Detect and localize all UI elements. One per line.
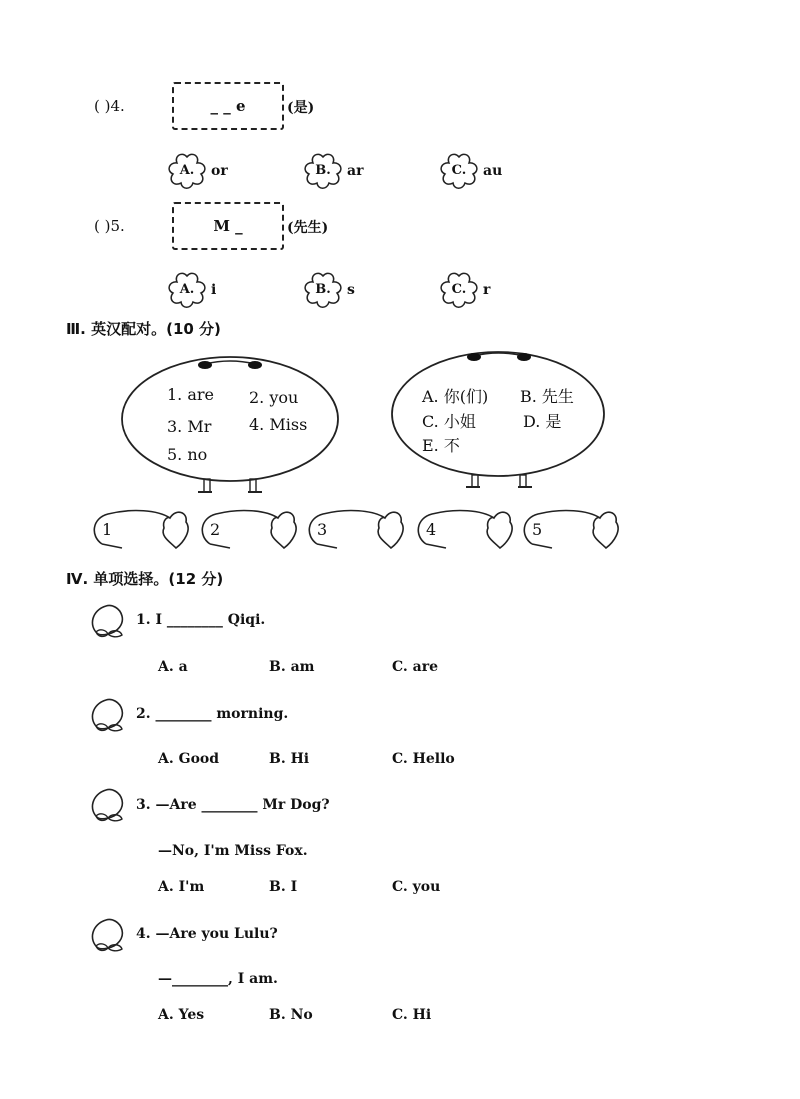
mc-q4-stem: 4. —Are you Lulu? [136, 926, 278, 942]
q5-option-c[interactable] [439, 272, 559, 308]
section3-title: Ⅲ. 英汉配对。(10 分) [66, 320, 221, 338]
mc-q4-option-a[interactable]: A. Yes [158, 1007, 205, 1023]
option-letter: B. [315, 281, 331, 297]
match-number: 1 [102, 520, 113, 539]
match-number: 5 [532, 520, 543, 539]
mc-q3-option-c[interactable]: C. you [392, 879, 441, 895]
match-number: 3 [317, 520, 328, 539]
match-slot-3[interactable] [303, 506, 413, 552]
q4-hint: (是) [287, 100, 315, 116]
peach-icon [90, 914, 130, 954]
option-letter: B. [315, 162, 331, 178]
mc-q1-option-c[interactable]: C. are [392, 659, 438, 675]
option-text: s [347, 282, 355, 298]
q5-option-a[interactable] [167, 272, 287, 308]
right-item-b: B. 先生 [520, 387, 574, 406]
mc-q3-option-b[interactable]: B. I [269, 879, 298, 895]
mc-q4-option-b[interactable]: B. No [269, 1007, 313, 1023]
mc-q4-response: —________, I am. [158, 971, 278, 987]
option-letter: A. [179, 281, 195, 297]
q4-option-b[interactable] [303, 153, 423, 189]
match-slot-2[interactable] [196, 506, 306, 552]
option-letter: C. [451, 281, 467, 297]
option-text: or [211, 163, 228, 179]
q4-word-blank: _ _ e [210, 97, 246, 115]
option-letter: A. [179, 162, 195, 178]
match-number: 4 [426, 520, 437, 539]
mc-q1-stem: 1. I ________ Qiqi. [136, 612, 266, 628]
left-item-1: 1. are [167, 385, 215, 404]
match-number: 2 [210, 520, 221, 539]
peach-icon [90, 694, 130, 734]
left-item-2: 2. you [249, 388, 299, 407]
q5-option-b[interactable] [303, 272, 423, 308]
match-slot-1[interactable] [88, 506, 198, 552]
q4-answer-paren[interactable]: ( )4. [94, 97, 125, 115]
option-text: au [483, 163, 503, 179]
peach-icon [90, 784, 130, 824]
q4-option-a[interactable] [167, 153, 287, 189]
peach-icon [90, 600, 130, 640]
q5-hint: (先生) [287, 220, 329, 236]
mc-q3-stem: 3. —Are ________ Mr Dog? [136, 797, 330, 813]
option-text: ar [347, 163, 364, 179]
mc-q3-response: —No, I'm Miss Fox. [158, 843, 308, 859]
q5-word-box [172, 202, 284, 250]
mc-q4-option-c[interactable]: C. Hi [392, 1007, 432, 1023]
q4-word-box [172, 82, 284, 130]
mc-q2-option-a[interactable]: A. Good [158, 751, 220, 767]
option-text: r [483, 282, 491, 298]
right-item-a: A. 你(们) [422, 387, 489, 406]
left-item-3: 3. Mr [167, 417, 212, 436]
option-letter: C. [451, 162, 467, 178]
right-item-c: C. 小姐 [422, 412, 476, 431]
q5-word-blank: M _ [213, 217, 243, 235]
q5-answer-paren[interactable]: ( )5. [94, 217, 125, 235]
left-item-5: 5. no [167, 445, 208, 464]
mc-q2-stem: 2. ________ morning. [136, 706, 289, 722]
right-item-e: E. 不 [422, 436, 460, 455]
mc-q2-option-b[interactable]: B. Hi [269, 751, 310, 767]
mc-q1-option-b[interactable]: B. am [269, 659, 315, 675]
mc-q1-option-a[interactable]: A. a [158, 659, 188, 675]
option-text: i [211, 282, 217, 298]
section4-title: Ⅳ. 单项选择。(12 分) [66, 570, 224, 588]
q4-option-c[interactable] [439, 153, 559, 189]
match-slot-5[interactable] [518, 506, 628, 552]
left-item-4: 4. Miss [249, 415, 308, 434]
mc-q3-option-a[interactable]: A. I'm [158, 879, 205, 895]
mc-q2-option-c[interactable]: C. Hello [392, 751, 455, 767]
right-item-d: D. 是 [523, 412, 562, 431]
match-slot-4[interactable] [412, 506, 522, 552]
